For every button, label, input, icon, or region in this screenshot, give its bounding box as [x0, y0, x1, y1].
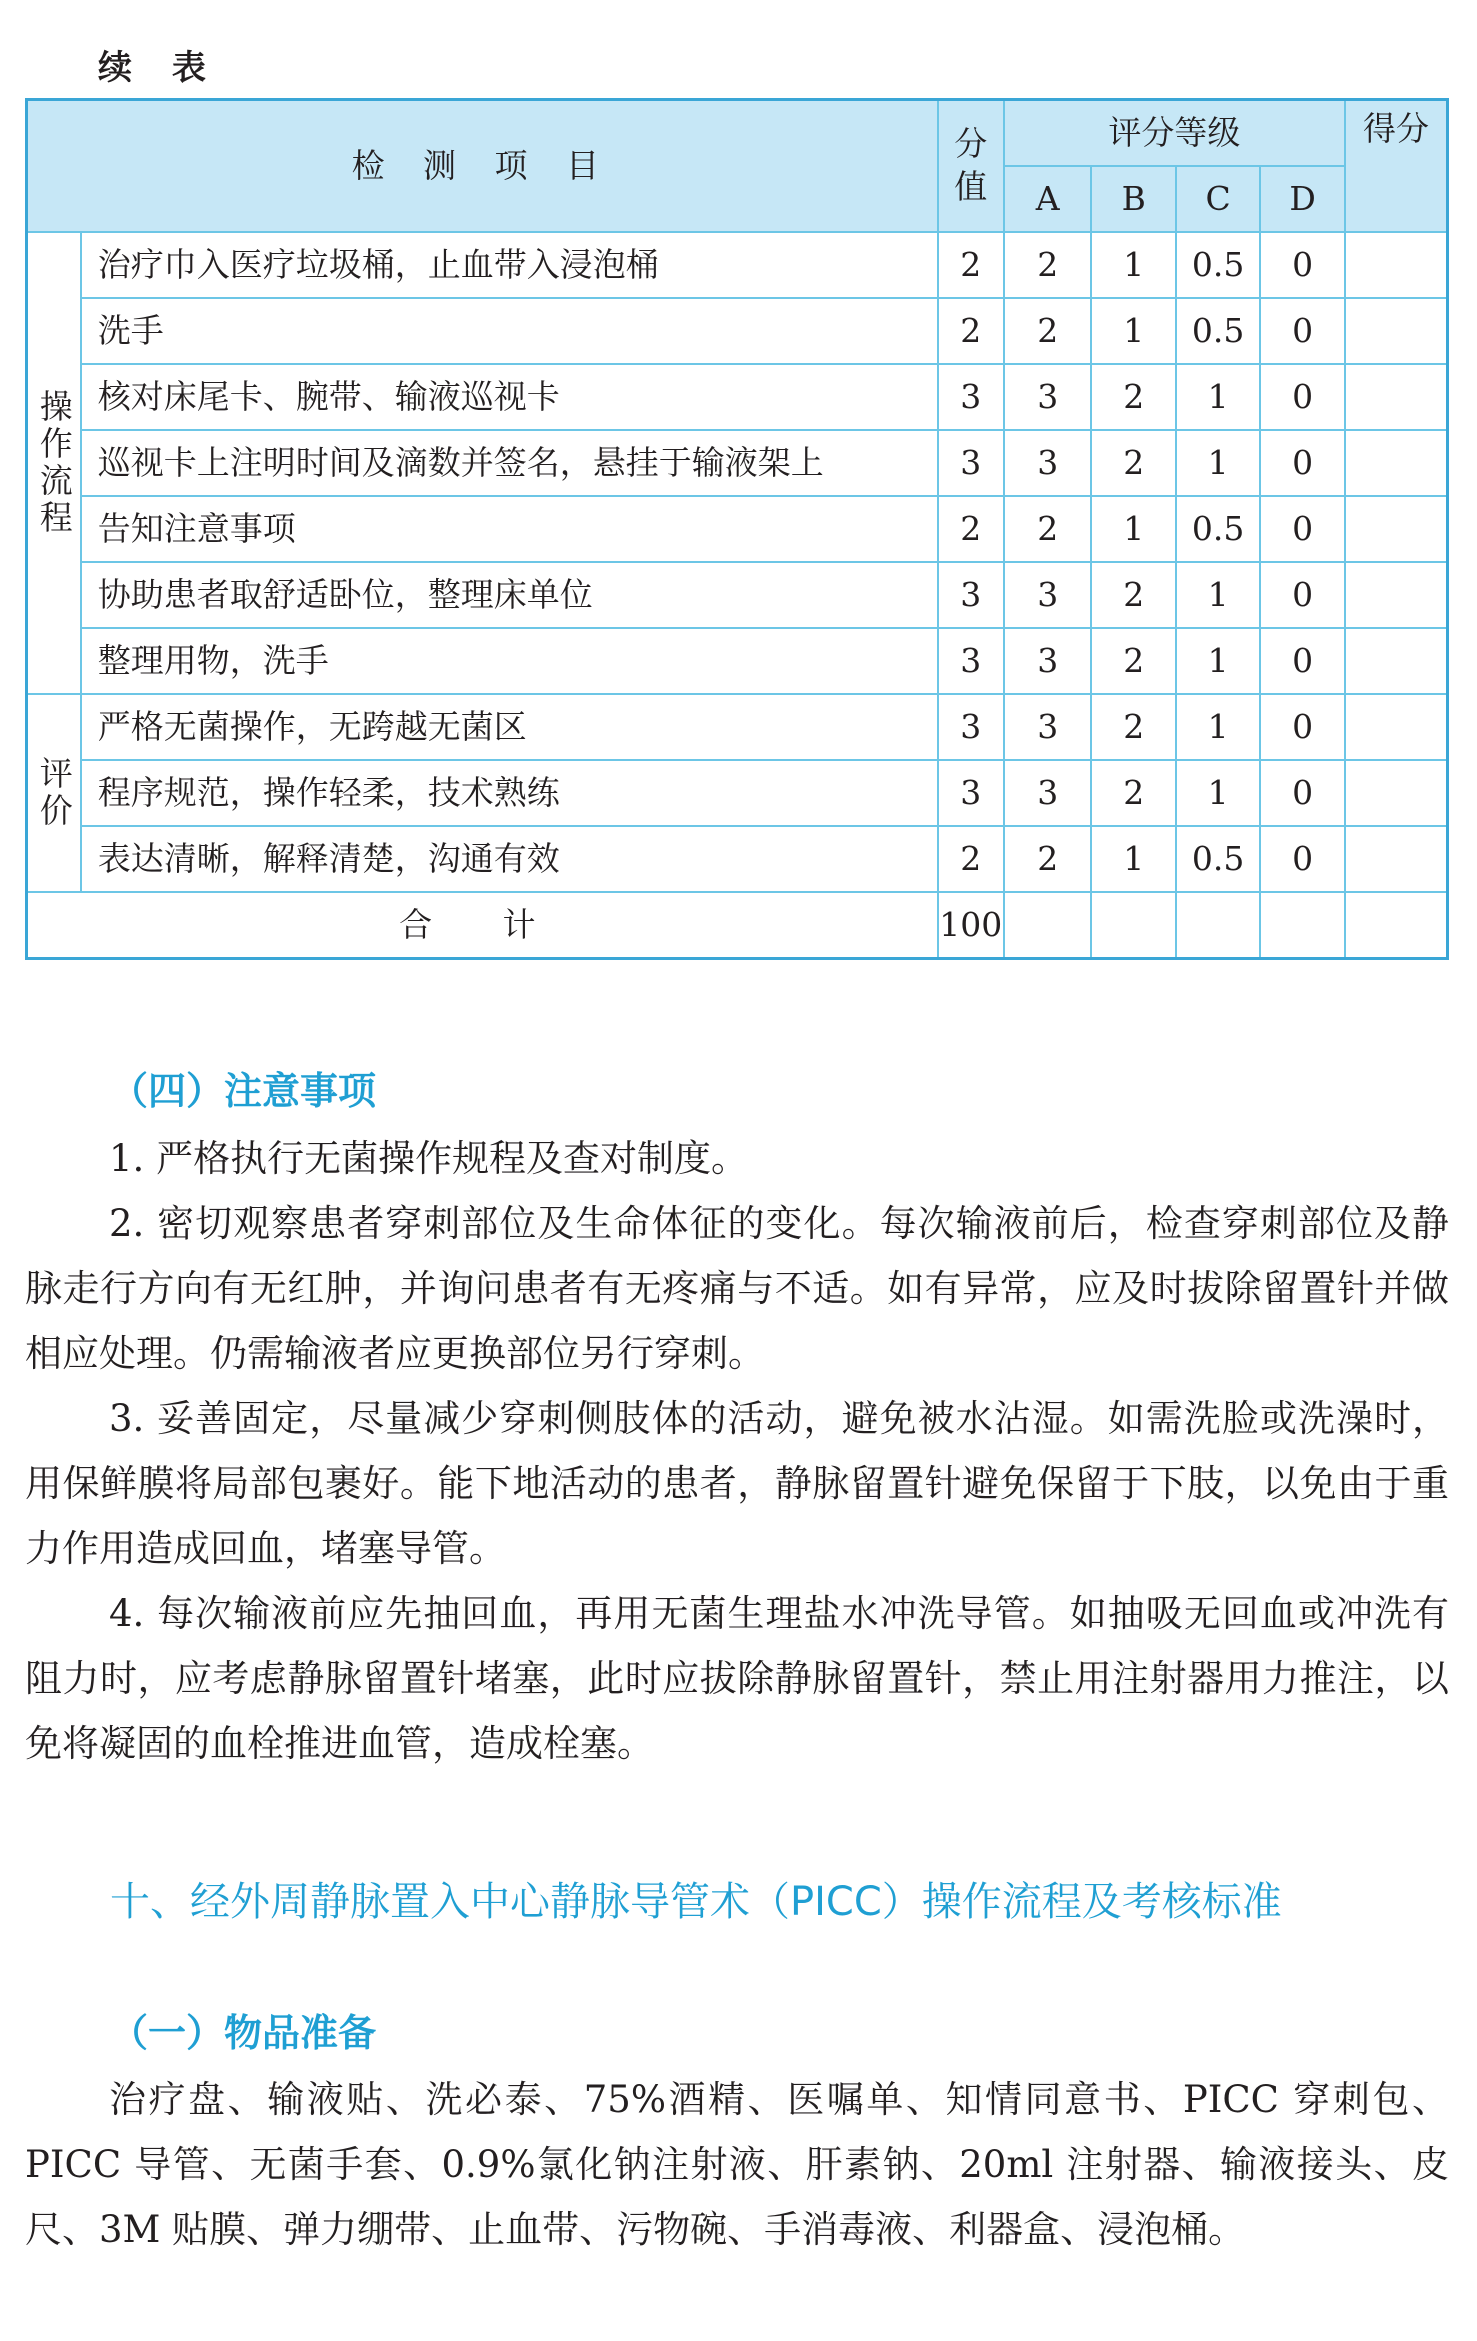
item-cell: 协助患者取舒适卧位，整理床单位: [81, 562, 938, 628]
grade-d-cell: 0: [1260, 430, 1344, 496]
grade-b-cell: 2: [1091, 430, 1175, 496]
grade-a-cell: 3: [1004, 364, 1091, 430]
table-row: [27, 760, 1448, 826]
section-1-title: （一）物品准备: [110, 2011, 377, 2055]
header-grade-b: B: [1091, 166, 1175, 232]
score-cell: [1345, 826, 1448, 892]
grade-c-cell: 0.5: [1176, 496, 1260, 562]
score-cell: [1345, 628, 1448, 694]
grade-c-cell: 1: [1176, 562, 1260, 628]
grade-c-cell: 0.5: [1176, 298, 1260, 364]
points-cell: 2: [938, 232, 1004, 298]
category-cell: 操作流程: [27, 232, 81, 694]
section-4-paragraph-3: 3. 妥善固定，尽量减少穿刺侧肢体的活动，避免被水沾湿。如需洗脸或洗澡时，用保鲜膜将局部包裹好。能下地活动的患者，静脉留置针避免保留于下肢，以免由于重力作用造成回血，堵塞导管。: [25, 1397, 1449, 1570]
item-cell: 整理用物，洗手: [81, 628, 938, 694]
item-cell: 巡视卡上注明时间及滴数并签名，悬挂于输液架上: [81, 430, 938, 496]
grade-d-cell: 0: [1260, 496, 1344, 562]
grade-a-cell: 3: [1004, 628, 1091, 694]
continued-label: 续 表: [98, 48, 220, 88]
total-row: [27, 892, 1448, 959]
grade-a-cell: 2: [1004, 298, 1091, 364]
grade-d-cell: 0: [1260, 826, 1344, 892]
item-cell: 告知注意事项: [81, 496, 938, 562]
points-cell: 2: [938, 496, 1004, 562]
score-cell: [1345, 298, 1448, 364]
grade-c-cell: 1: [1176, 430, 1260, 496]
grade-a-cell: 3: [1004, 694, 1091, 760]
grade-a-cell: 2: [1004, 232, 1091, 298]
header-grade-c: C: [1176, 166, 1260, 232]
grade-a-cell: 3: [1004, 562, 1091, 628]
score-cell: [1345, 496, 1448, 562]
grade-c-cell: 1: [1176, 694, 1260, 760]
empty-cell: [1345, 892, 1448, 959]
grade-d-cell: 0: [1260, 562, 1344, 628]
points-cell: 2: [938, 298, 1004, 364]
item-cell: 核对床尾卡、腕带、输液巡视卡: [81, 364, 938, 430]
empty-cell: [1176, 892, 1260, 959]
section-4-paragraph-4: 4. 每次输液前应先抽回血，再用无菌生理盐水冲洗导管。如抽吸无回血或冲洗有阻力时，应考虑静脉留置针堵塞，此时应拔除静脉留置针，禁止用注射器用力推注，以免将凝固的血栓推进血管，造成栓塞。: [25, 1592, 1449, 1765]
table-body: [27, 232, 1448, 959]
empty-cell: [1091, 892, 1175, 959]
category-cell: 评价: [27, 694, 81, 892]
grade-b-cell: 2: [1091, 760, 1175, 826]
section-1-paragraph: 治疗盘、输液贴、洗必泰、75%酒精、医嘱单、知情同意书、PICC 穿刺包、PICC 导管、无菌手套、0.9%氯化钠注射液、肝素钠、20ml 注射器、输液接头、皮尺、3M 贴膜、弹力绷带、止血带、污物碗、手消毒液、利器盒、浸泡桶。: [25, 2078, 1449, 2251]
item-cell: 严格无菌操作，无跨越无菌区: [81, 694, 938, 760]
grade-b-cell: 2: [1091, 694, 1175, 760]
section-4-title: （四）注意事项: [110, 1069, 377, 1113]
header-grade-d: D: [1260, 166, 1344, 232]
total-points: 100: [938, 892, 1004, 959]
grade-b-cell: 1: [1091, 496, 1175, 562]
grade-b-cell: 1: [1091, 298, 1175, 364]
points-cell: 3: [938, 364, 1004, 430]
grade-b-cell: 1: [1091, 826, 1175, 892]
empty-cell: [1004, 892, 1091, 959]
header-grade: 评分等级: [1004, 100, 1345, 167]
score-cell: [1345, 430, 1448, 496]
grade-d-cell: 0: [1260, 760, 1344, 826]
points-cell: 3: [938, 694, 1004, 760]
chapter-10-title: 十、经外周静脉置入中心静脉导管术（PICC）操作流程及考核标准: [110, 1879, 1282, 1925]
grade-d-cell: 0: [1260, 694, 1344, 760]
score-cell: [1345, 232, 1448, 298]
grade-c-cell: 1: [1176, 760, 1260, 826]
grade-b-cell: 2: [1091, 562, 1175, 628]
score-cell: [1345, 760, 1448, 826]
score-cell: [1345, 694, 1448, 760]
total-label: 合 计: [27, 892, 938, 959]
grade-d-cell: 0: [1260, 298, 1344, 364]
table-row: [27, 694, 1448, 760]
points-cell: 3: [938, 562, 1004, 628]
table-row: [27, 364, 1448, 430]
section-4-paragraph-1: 1. 严格执行无菌操作规程及查对制度。: [109, 1137, 749, 1180]
score-cell: [1345, 364, 1448, 430]
table-row: [27, 562, 1448, 628]
grade-a-cell: 2: [1004, 826, 1091, 892]
item-cell: 洗手: [81, 298, 938, 364]
grade-a-cell: 2: [1004, 496, 1091, 562]
points-cell: 3: [938, 628, 1004, 694]
score-cell: [1345, 562, 1448, 628]
table-row: [27, 826, 1448, 892]
header-item: 检 测 项 目: [27, 100, 938, 233]
table-row: [27, 628, 1448, 694]
grade-c-cell: 1: [1176, 364, 1260, 430]
header-grade-a: A: [1004, 166, 1091, 232]
table-row: [27, 496, 1448, 562]
grade-b-cell: 2: [1091, 364, 1175, 430]
grade-c-cell: 0.5: [1176, 826, 1260, 892]
empty-cell: [1260, 892, 1344, 959]
grade-b-cell: 2: [1091, 628, 1175, 694]
grade-b-cell: 1: [1091, 232, 1175, 298]
points-cell: 3: [938, 430, 1004, 496]
item-cell: 治疗巾入医疗垃圾桶，止血带入浸泡桶: [81, 232, 938, 298]
table-row: [27, 430, 1448, 496]
grade-c-cell: 0.5: [1176, 232, 1260, 298]
grade-a-cell: 3: [1004, 760, 1091, 826]
section-4-paragraph-2: 2. 密切观察患者穿刺部位及生命体征的变化。每次输液前后，检查穿刺部位及静脉走行方向有无红肿，并询问患者有无疼痛与不适。如有异常，应及时拔除留置针并做相应处理。仍需输液者应更换部位另行穿刺。: [25, 1202, 1449, 1375]
header-points: 分 值: [938, 100, 1004, 233]
score-table: [25, 98, 1449, 960]
grade-d-cell: 0: [1260, 628, 1344, 694]
item-cell: 表达清晰，解释清楚，沟通有效: [81, 826, 938, 892]
grade-c-cell: 1: [1176, 628, 1260, 694]
table-row: [27, 298, 1448, 364]
item-cell: 程序规范，操作轻柔，技术熟练: [81, 760, 938, 826]
grade-a-cell: 3: [1004, 430, 1091, 496]
table-row: [27, 232, 1448, 298]
grade-d-cell: 0: [1260, 364, 1344, 430]
header-score: 得分: [1345, 100, 1448, 233]
grade-d-cell: 0: [1260, 232, 1344, 298]
points-cell: 2: [938, 826, 1004, 892]
points-cell: 3: [938, 760, 1004, 826]
